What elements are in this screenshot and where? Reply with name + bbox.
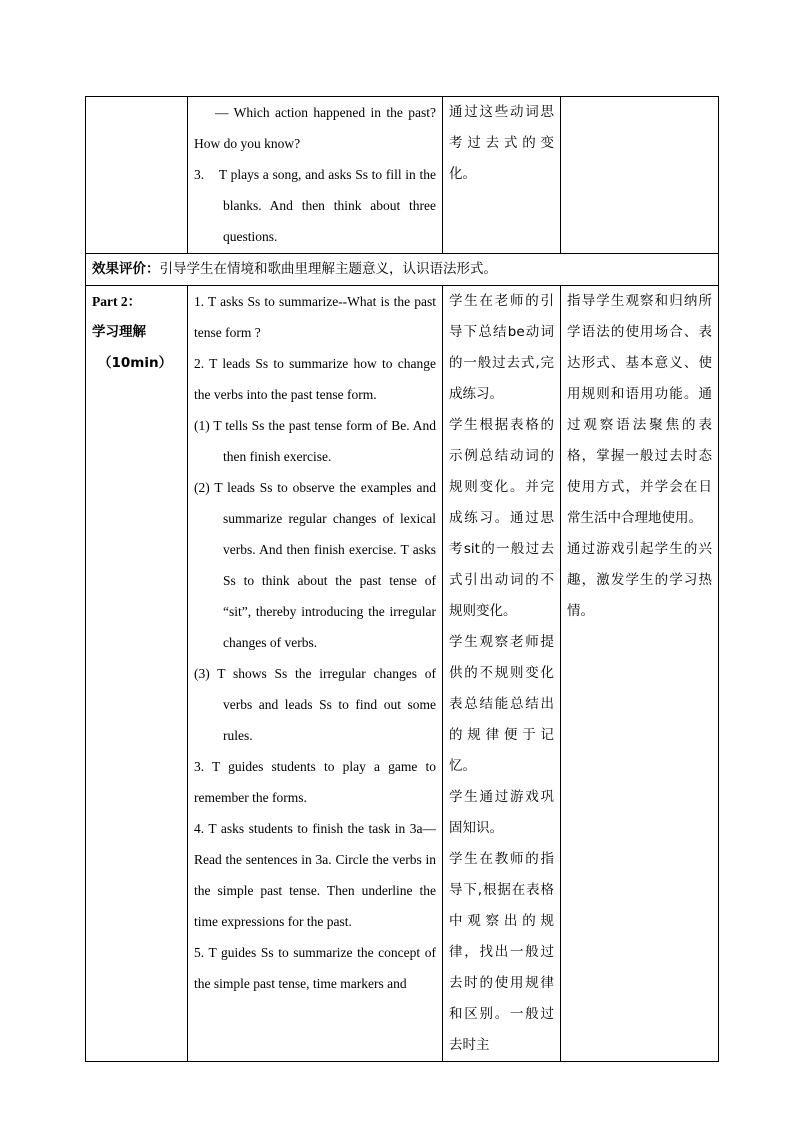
activity-item: 4. T asks students to finish the task in 3a—Read the sentences in 3a. Circle the verbs in the simple past tense. Then underline the time expressions for the past. — [194, 821, 436, 929]
table-row — [86, 286, 719, 1062]
part-duration: （10min） — [98, 355, 173, 371]
activity-item: 2. T leads Ss to summarize how to change the verbs into the past tense form. — [194, 356, 436, 402]
design-intent-item: 通过游戏引起学生的兴趣，激发学生的学习热情。 — [567, 541, 712, 619]
activity-item: (1) T tells Ss the past tense form of Be. And then finish exercise. — [194, 418, 436, 464]
table-row — [86, 97, 719, 254]
student-activity-cell — [443, 97, 561, 254]
activity-item: 1. T asks Ss to summarize--What is the past tense form ? — [194, 294, 436, 340]
design-intent-cell — [561, 286, 719, 1062]
student-activity-cell — [443, 286, 561, 1062]
part-name: Part 2： — [92, 294, 142, 309]
activity-item: (3) T shows Ss the irregular changes of verbs and leads Ss to find out some rules. — [194, 666, 436, 743]
evaluation-cell — [86, 254, 719, 286]
activity-item: (2) T leads Ss to observe the examples and summarize regular changes of lexical verbs. And then finish exercise. T asks Ss to think about the past tense of “sit”, thereby introducing the irregular changes of verbs. — [194, 480, 436, 650]
activity-item: 3. T guides students to play a game to remember the forms. — [194, 759, 436, 805]
stage-cell — [86, 97, 188, 254]
student-activity-item: 学生通过游戏巩固知识。 — [449, 789, 554, 836]
teacher-activity-cell — [188, 286, 443, 1062]
lesson-plan-table — [85, 96, 719, 1062]
part-title: 学习理解 — [92, 324, 146, 340]
teacher-activity-cell — [188, 97, 443, 254]
activity-item: 5. T guides Ss to summarize the concept of the simple past tense, time markers and — [194, 945, 436, 991]
table-row — [86, 254, 719, 286]
student-activity-item: 学生根据表格的示例总结动词的规则变化。并完成练习。通过思考sit的一般过去式引出动词的不规则变化。 — [449, 417, 554, 619]
student-activity-item: 学生在教师的指导下,根据在表格中观察出的规律，找出一般过去时的使用规律和区别。一般过去时主 — [449, 851, 554, 1053]
activity-item: — Which action happened in the past? How do you know? — [194, 105, 436, 151]
activity-item: 3. T plays a song, and asks Ss to fill in the blanks. And then think about three questions. — [194, 167, 436, 244]
stage-cell — [86, 286, 188, 1062]
evaluation-text: 引导学生在情境和歌曲里理解主题意义，认识语法形式。 — [159, 261, 497, 277]
evaluation-label: 效果评价： — [92, 261, 160, 277]
student-activity-item: 学生在老师的引导下总结be动词的一般过去式,完成练习。 — [449, 293, 554, 402]
student-activity-item: 学生观察老师提供的不规则变化表总结能总结出的规律便于记忆。 — [449, 634, 554, 774]
design-intent-item: 指导学生观察和归纳所学语法的使用场合、表达形式、基本意义、使用规则和语用功能。通过观察语法聚焦的表格，掌握一般过去时态使用方式，并学会在日常生活中合理地使用。 — [567, 293, 712, 526]
design-intent-cell — [561, 97, 719, 254]
student-activity-item: 通过这些动词思考过去式的变化。 — [449, 104, 554, 182]
